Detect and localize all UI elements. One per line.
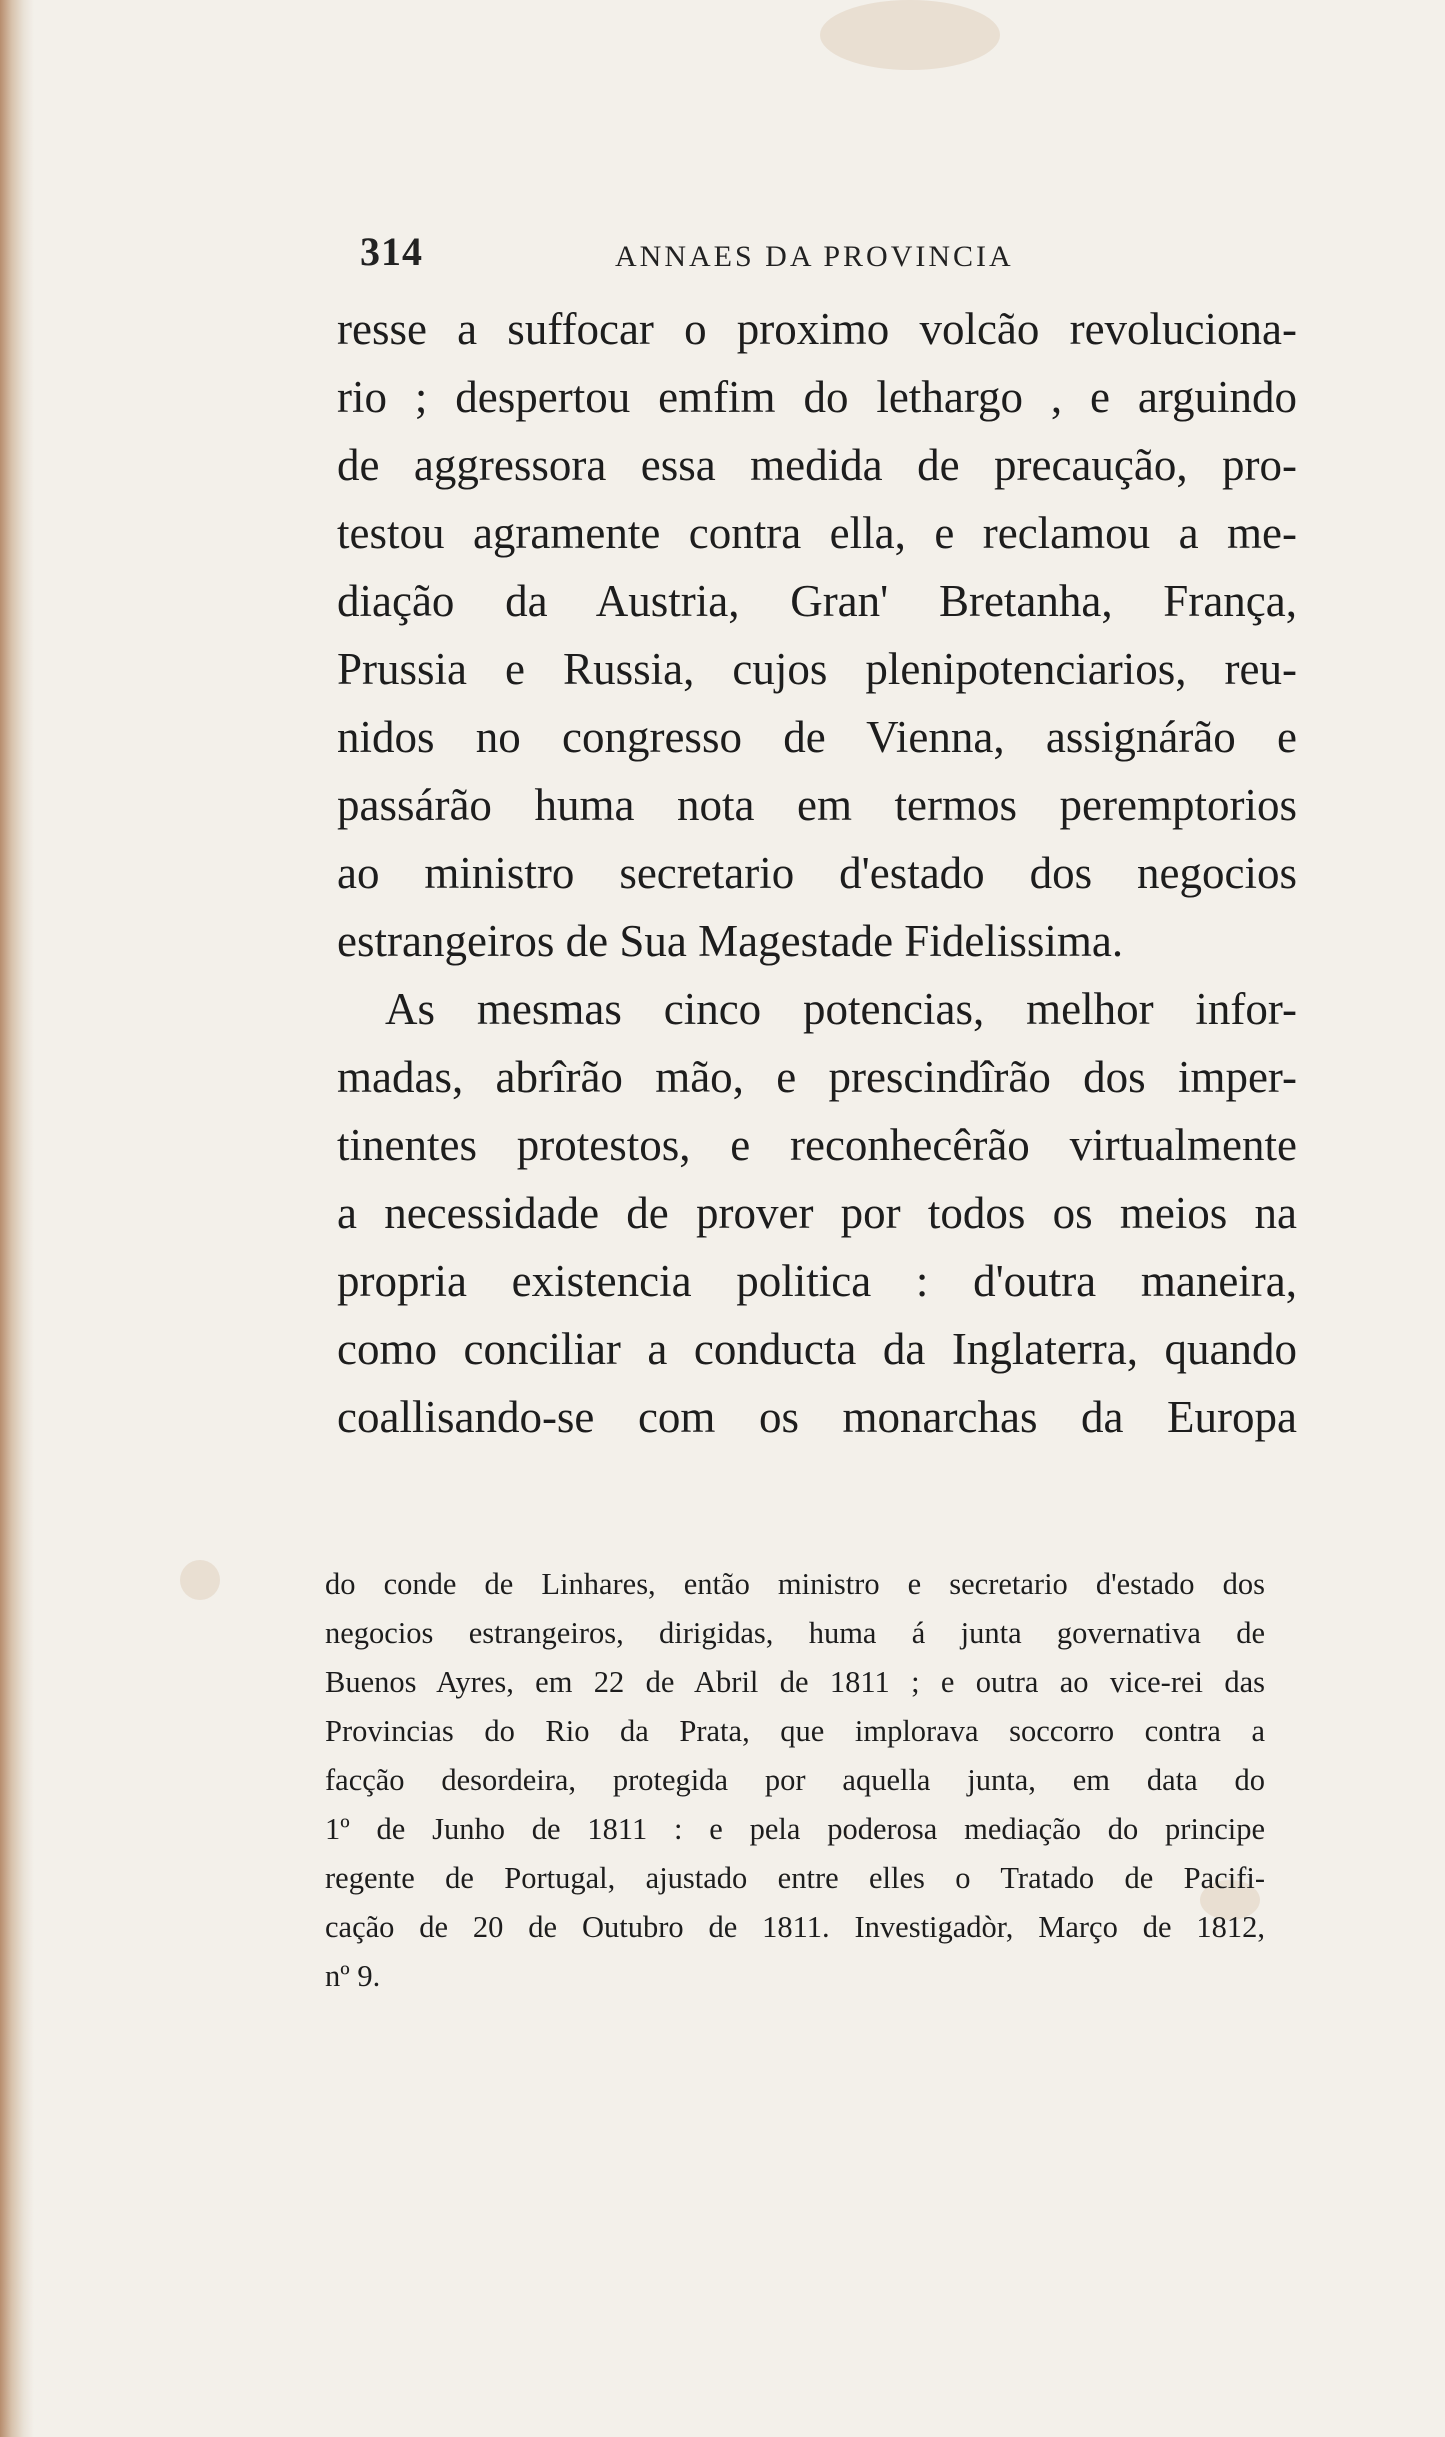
text-line: a necessidade de prover por todos os meios na [337, 1188, 1297, 1238]
text-line: de aggressora essa medida de precaução, pro- [337, 440, 1297, 490]
text-line: ao ministro secretario d'estado dos negocios [337, 848, 1297, 898]
main-text [337, 295, 1297, 1451]
running-head: ANNAES DA PROVINCIA [615, 240, 1014, 273]
text-line: tinentes protestos, e reconhecêrão virtualmente [337, 1120, 1297, 1170]
footnote [325, 1560, 1265, 2001]
footnote-line: Buenos Ayres, em 22 de Abril de 1811 ; e outra ao vice-rei das [325, 1665, 1265, 1699]
text-line: rio ; despertou emfim do lethargo , e arguindo [337, 372, 1297, 422]
text-line: como conciliar a conducta da Inglaterra, quando [337, 1324, 1297, 1374]
text-line: estrangeiros de Sua Magestade Fidelissima. [337, 916, 1124, 966]
text-line: diação da Austria, Gran' Bretanha, França, [337, 576, 1297, 626]
text-line: propria existencia politica : d'outra maneira, [337, 1256, 1297, 1306]
text-line: passárão huma nota em termos peremptorios [337, 780, 1297, 830]
paper-stain [180, 1560, 220, 1600]
footnote-line: do conde de Linhares, então ministro e secretario d'estado dos [325, 1567, 1265, 1601]
footnote-line: facção desordeira, protegida por aquella junta, em data do [325, 1763, 1265, 1797]
footnote-line: regente de Portugal, ajustado entre elles o Tratado de Pacifi- [325, 1861, 1265, 1895]
page-number: 314 [360, 229, 423, 274]
footnote-line: Provincias do Rio da Prata, que implorava soccorro contra a [325, 1714, 1265, 1748]
footnote-line: 1º de Junho de 1811 : e pela poderosa mediação do principe [325, 1812, 1265, 1846]
text-line: madas, abrîrão mão, e prescindîrão dos imper- [337, 1052, 1297, 1102]
text-line: testou agramente contra ella, e reclamou a me- [337, 508, 1297, 558]
footnote-line: cação de 20 de Outubro de 1811. Investigadòr, Março de 1812, [325, 1910, 1265, 1944]
paper-stain [820, 0, 1000, 70]
binding-edge [0, 0, 34, 2437]
text-line: nidos no congresso de Vienna, assignárão e [337, 712, 1297, 762]
text-line: As mesmas cinco potencias, melhor infor- [385, 984, 1297, 1034]
page-header [360, 228, 1300, 288]
footnote-line: negocios estrangeiros, dirigidas, huma á junta governativa de [325, 1616, 1265, 1650]
text-line: coallisando-se com os monarchas da Europa [337, 1392, 1297, 1442]
footnote-line: nº 9. [325, 1959, 381, 1993]
text-line: resse a suffocar o proximo volcão revoluciona- [337, 304, 1297, 354]
text-line: Prussia e Russia, cujos plenipotenciarios, reu- [337, 644, 1297, 694]
